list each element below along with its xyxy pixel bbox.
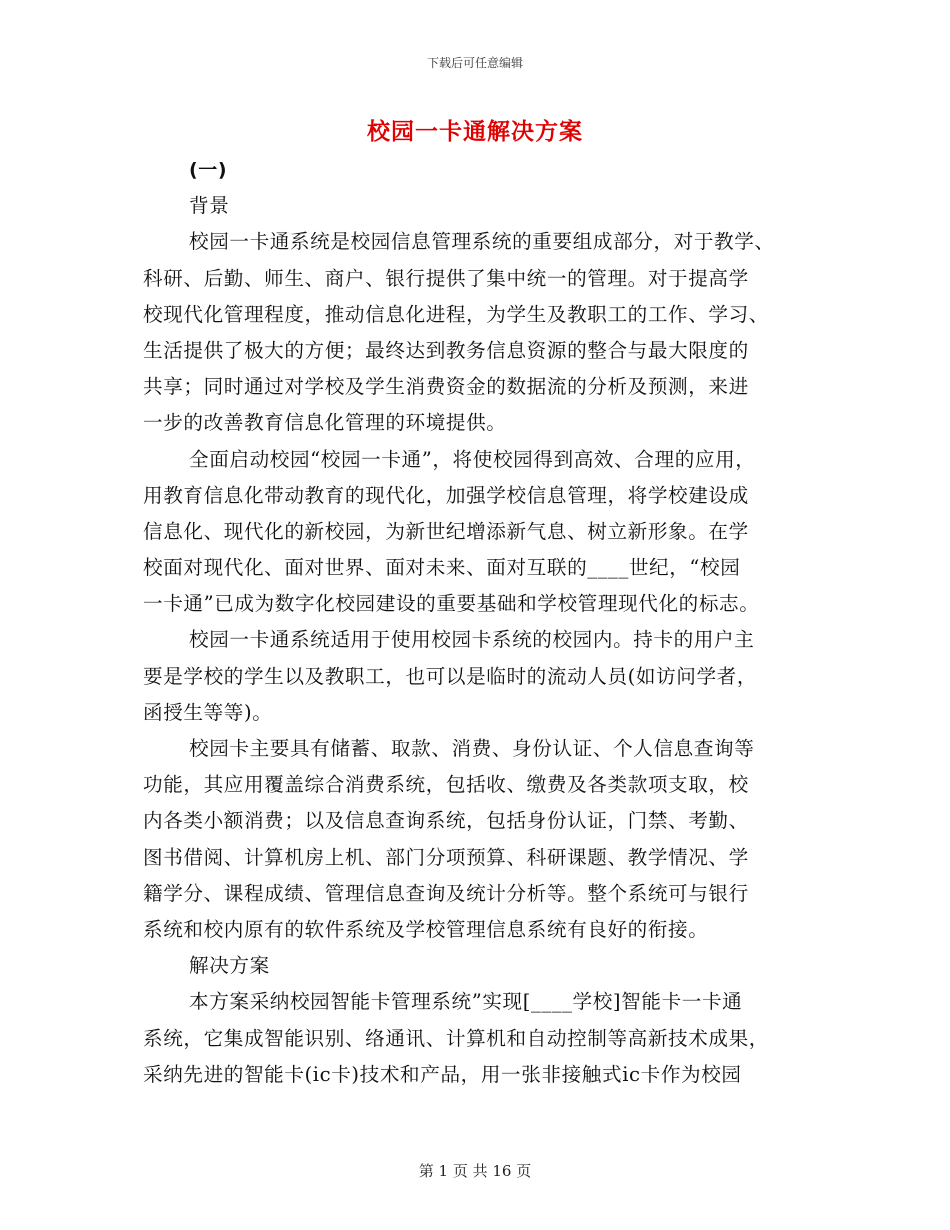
paragraph-line: 函授生等等)。 bbox=[143, 700, 273, 724]
paragraph-line: 系统，它集成智能识别、络通讯、计算机和自动控制等高新技术成果， bbox=[143, 1026, 770, 1050]
paragraph-line: 信息化、现代化的新校园，为新世纪增添新气息、树立新形象。在学 bbox=[143, 519, 749, 543]
paragraph-line: 系统和校内原有的软件系统及学校管理信息系统有良好的衔接。 bbox=[143, 917, 709, 941]
paragraph-line: 采纳先进的智能卡(ic卡)技术和产品，用一张非接触式ic卡作为校园 bbox=[143, 1062, 742, 1086]
paragraph-line: 用教育信息化带动教育的现代化，加强学校信息管理，将学校建设成 bbox=[143, 483, 749, 507]
paragraph-line: 全面启动校园“校园一卡通”，将使校园得到高效、合理的应用， bbox=[189, 447, 756, 471]
section-number: (一) bbox=[189, 159, 228, 181]
paragraph-line: 校面对现代化、面对世界、面对未来、面对互联的____世纪，“校园 bbox=[143, 556, 741, 580]
paragraph-line: 校园一卡通系统是校园信息管理系统的重要组成部分，对于教学、 bbox=[189, 230, 775, 254]
paragraph-line: 功能，其应用覆盖综合消费系统，包括收、缴费及各类款项支取，校 bbox=[143, 773, 749, 797]
paragraph-line: 图书借阅、计算机房上机、部门分项预算、科研课题、教学情况、学 bbox=[143, 845, 749, 869]
section-heading-background: 背景 bbox=[189, 194, 230, 218]
paragraph-line: 科研、后勤、师生、商户、银行提供了集中统一的管理。对于提高学 bbox=[143, 266, 749, 290]
paragraph-line: 要是学校的学生以及教职工，也可以是临时的流动人员(如访问学者， bbox=[143, 664, 758, 688]
paragraph-line: 本方案采纳校园智能卡管理系统”实现[____学校]智能卡一卡通 bbox=[189, 990, 743, 1014]
paragraph-line: 内各类小额消费；以及信息查询系统，包括身份认证，门禁、考勤、 bbox=[143, 809, 749, 833]
document-body bbox=[143, 152, 803, 1093]
paragraph-line: 一步的改善教育信息化管理的环境提供。 bbox=[143, 411, 507, 435]
paragraph-line: 校现代化管理程度，推动信息化进程，为学生及教职工的工作、学习、 bbox=[143, 302, 770, 326]
paragraph-line: 一卡通”已成为数字化校园建设的重要基础和学校管理现代化的标志。 bbox=[143, 592, 760, 616]
page-footer: 第 1 页 共 16 页 bbox=[418, 1162, 532, 1180]
paragraph-line: 校园一卡通系统适用于使用校园卡系统的校园内。持卡的用户主 bbox=[189, 628, 755, 652]
header-note: 下载后可任意编辑 bbox=[426, 56, 523, 70]
document-title: 校园一卡通解决方案 bbox=[367, 118, 583, 145]
paragraph-line: 生活提供了极大的方便；最终达到教务信息资源的整合与最大限度的 bbox=[143, 338, 749, 362]
section-heading-solution: 解决方案 bbox=[189, 954, 270, 978]
paragraph-line: 校园卡主要具有储蓄、取款、消费、身份认证、个人信息查询等 bbox=[189, 737, 755, 760]
paragraph-line: 共享；同时通过对学校及学生消费资金的数据流的分析及预测，来进 bbox=[143, 375, 749, 399]
paragraph-line: 籍学分、课程成绩、管理信息查询及统计分析等。整个系统可与银行 bbox=[143, 881, 749, 905]
